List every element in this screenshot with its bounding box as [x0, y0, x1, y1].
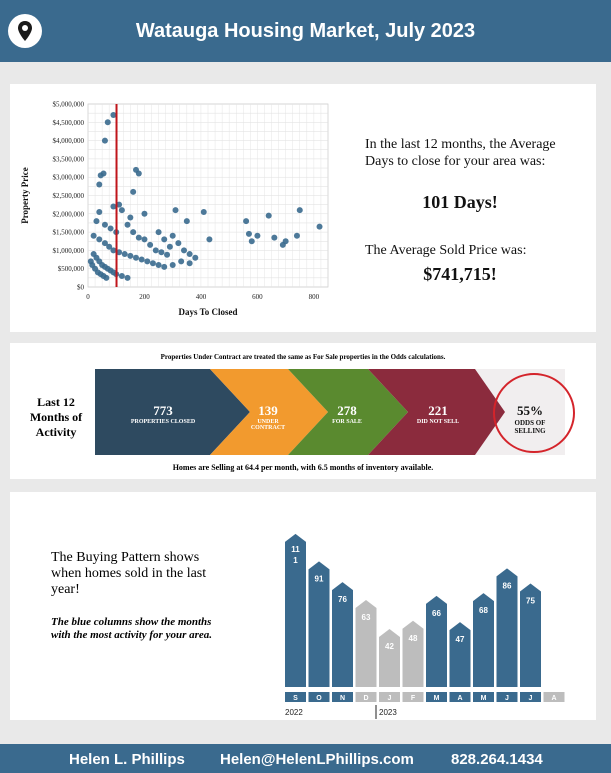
scatter-point [96, 182, 102, 188]
scatter-point [317, 224, 323, 230]
scatter-point [130, 189, 136, 195]
scatter-point [130, 229, 136, 235]
scatter-point [110, 247, 116, 253]
pattern-bar-label: 66 [432, 608, 441, 618]
month-label: A [551, 695, 557, 702]
month-label: D [363, 695, 369, 702]
pattern-bar-label: 63 [361, 613, 371, 623]
scatter-point [201, 209, 207, 215]
scatter-point [93, 218, 99, 224]
scatter-point [254, 233, 260, 239]
scatter-point [133, 255, 139, 261]
scatter-point [283, 238, 289, 244]
odds-panel [10, 343, 596, 479]
pattern-panel [10, 492, 596, 720]
pattern-bar-label: 68 [479, 606, 488, 616]
scatter-point [103, 275, 109, 281]
scatter-y-tick: $3,500,000 [52, 155, 84, 164]
scatter-point [141, 236, 147, 242]
pattern-bar [403, 621, 424, 687]
month-label: J [528, 695, 533, 702]
scatter-point [96, 209, 102, 215]
scatter-y-tick: $4,000,000 [52, 137, 84, 146]
scatter-point [102, 138, 108, 144]
pattern-bar-label: 11 [291, 544, 300, 554]
buying-pattern-chart [265, 492, 585, 720]
month-label: S [293, 695, 298, 702]
month-label: F [410, 695, 416, 702]
scatter-point [125, 222, 131, 228]
scatter-point [153, 247, 159, 253]
scatter-y-tick: $5,000,000 [52, 100, 84, 109]
page-header [0, 0, 611, 62]
pattern-bar-label: 76 [338, 595, 347, 605]
footer [0, 744, 611, 773]
scatter-point [147, 242, 153, 248]
scatter-point [105, 119, 111, 125]
scatter-point [170, 233, 176, 239]
pattern-bar-label: 75 [526, 596, 535, 606]
scatter-point [125, 275, 131, 281]
pattern-bar-label: 86 [502, 581, 512, 591]
scatter-point [136, 171, 142, 177]
scatter-x-tick: 400 [195, 293, 207, 301]
month-label: A [457, 695, 463, 702]
scatter-point [178, 258, 184, 264]
segment-under-contract-text: 139 UNDER CONTRACT [250, 403, 286, 431]
scatter-point [158, 249, 164, 255]
month-label: J [505, 695, 509, 702]
scatter-point [108, 225, 114, 231]
scatter-y-tick: $2,000,000 [52, 210, 84, 219]
segment-for-sale-text: 278 FOR SALE [332, 403, 362, 425]
pattern-bar-label: 91 [314, 574, 324, 584]
scatter-point [192, 255, 198, 261]
scatter-y-tick: $2,500,000 [52, 192, 84, 200]
scatter-point [164, 252, 170, 258]
scatter-point [127, 253, 133, 259]
agent-phone[interactable]: 828.264.1434 [451, 751, 543, 768]
scatter-y-tick: $3,000,000 [52, 173, 84, 182]
scatter-x-tick: 800 [308, 293, 320, 301]
segment-did-not-sell-text: 221 DID NOT SELL [416, 403, 460, 425]
scatter-point [150, 260, 156, 266]
odds-value: 55% [517, 403, 543, 418]
scatter-y-tick: $1,000,000 [52, 246, 84, 255]
scatter-point [119, 273, 125, 279]
summary-panel [10, 84, 596, 332]
scatter-point [184, 218, 190, 224]
scatter-y-tick: $500,000 [57, 265, 84, 274]
scatter-point [91, 233, 97, 239]
odds-label: ODDS OF SELLING [514, 419, 546, 435]
odds-text [500, 403, 560, 435]
scatter-y-tick: $0 [77, 283, 84, 292]
year-label: 2023 [379, 708, 397, 717]
scatter-point [156, 229, 162, 235]
scatter-point [122, 251, 128, 257]
scatter-point [181, 247, 187, 253]
scatter-point [246, 231, 252, 237]
scatter-point [139, 257, 145, 263]
scatter-x-tick: 200 [139, 293, 150, 301]
scatter-point [144, 258, 150, 264]
scatter-point [127, 214, 133, 220]
scatter-point [243, 218, 249, 224]
avg-price-value: $741,715! [423, 264, 497, 284]
scatter-point [187, 251, 193, 257]
period-label: Last 12 Months of Activity [29, 395, 83, 439]
avg-days-value: 101 Days! [422, 192, 498, 212]
scatter-point [206, 236, 212, 242]
pattern-bar-label: 47 [455, 635, 465, 645]
segment-closed-text: 773 PROPERTIES CLOSED [130, 403, 196, 425]
scatter-point [175, 240, 181, 246]
scatter-point [173, 207, 179, 213]
scatter-point [266, 213, 272, 219]
pattern-bar-label: 42 [385, 642, 394, 652]
scatter-y-label: Property Price [20, 167, 30, 224]
scatter-x-tick: 0 [86, 293, 90, 301]
avg-price-text: The Average Sold Price was: [365, 243, 527, 258]
scatter-point [167, 244, 173, 250]
scatter-point [110, 112, 116, 118]
pattern-bar [450, 622, 471, 687]
odds-note-top: Properties Under Contract are treated the same as For Sale properties in the Odds calculations. [160, 353, 446, 361]
scatter-point [102, 222, 108, 228]
scatter-point [187, 260, 193, 266]
scatter-point [161, 264, 167, 270]
scatter-point [249, 238, 255, 244]
scatter-chart [10, 84, 340, 332]
pattern-bar [379, 629, 400, 687]
month-label: N [339, 695, 346, 702]
scatter-point [156, 262, 162, 268]
pattern-note: The blue columns show the months with the most activity for your area. [51, 616, 213, 641]
pattern-text: The Buying Pattern shows when homes sold in the last year! [51, 550, 207, 597]
scatter-point [136, 235, 142, 241]
year-label: 2022 [285, 708, 303, 717]
scatter-y-tick: $4,500,000 [52, 118, 84, 127]
scatter-point [161, 236, 167, 242]
month-label: J [387, 695, 392, 702]
page-title: Watauga Housing Market, July 2023 [135, 20, 476, 42]
scatter-y-tick: $1,500,000 [52, 228, 84, 237]
month-label: O [316, 695, 322, 702]
scatter-point [271, 235, 277, 241]
scatter-point [170, 262, 176, 268]
scatter-point [96, 236, 102, 242]
agent-name: Helen L. Phillips [69, 751, 185, 768]
scatter-point [297, 207, 303, 213]
scatter-point [119, 207, 125, 213]
pattern-bar-label: 1 [293, 555, 298, 565]
month-label: M [480, 695, 487, 702]
odds-note-bottom: Homes are Selling at 64.4 per month, with 6.5 months of inventory available. [172, 463, 434, 472]
scatter-point [101, 171, 107, 177]
avg-days-text: In the last 12 months, the Average Days to close for your area was: [365, 137, 556, 169]
scatter-point [141, 211, 147, 217]
pattern-bar-label: 48 [408, 633, 418, 643]
scatter-point [110, 203, 116, 209]
agent-email[interactable]: Helen@HelenLPhillips.com [220, 751, 414, 768]
scatter-x-label: Days To Closed [178, 307, 238, 317]
scatter-x-tick: 600 [252, 293, 263, 301]
scatter-point [294, 233, 300, 239]
month-label: M [433, 695, 440, 702]
